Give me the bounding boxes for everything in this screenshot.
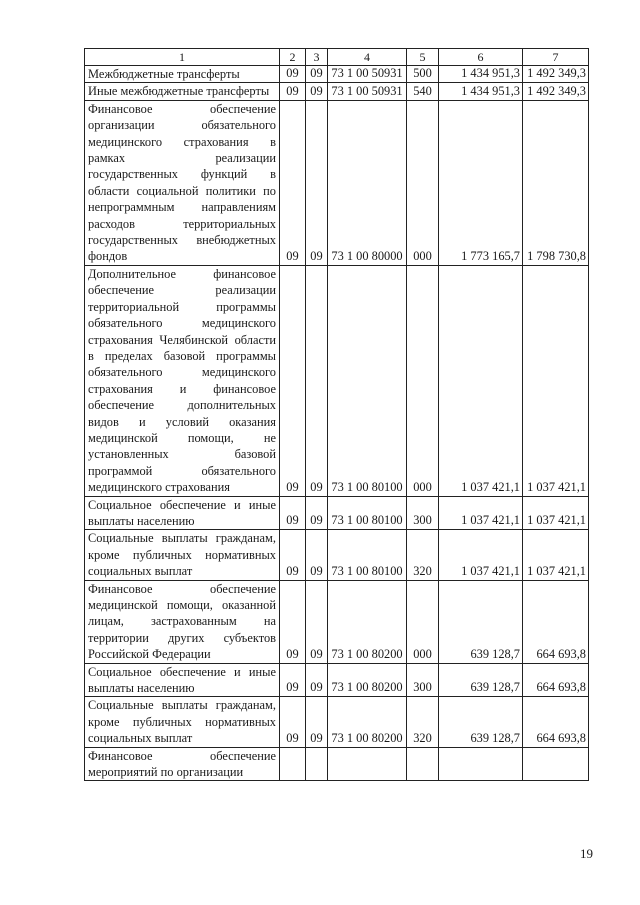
row-name: Межбюджетные трансферты [85,66,280,83]
row-subsection: 09 [306,100,328,265]
row-amount-2: 1 798 730,8 [523,100,589,265]
row-target-article: 73 1 00 50931 [328,66,407,83]
row-target-article: 73 1 00 80100 [328,265,407,496]
row-name: Дополнительное финансовое обеспечение реализации территориальной программы обязательного медицинского страхования Челябинской области в пределах базовой программы обязательного медицинского страхования и финансовое обеспечение дополнительных видов и условий оказания медицинской помощи, не установленных базовой программой обязательного медицинского страхования [85,265,280,496]
budget-table-container [84,48,589,781]
row-section: 09 [280,530,306,580]
row-subsection: 09 [306,265,328,496]
row-amount-1: 639 128,7 [439,580,523,663]
row-target-article: 73 1 00 80200 [328,580,407,663]
row-target-article: 73 1 00 80100 [328,496,407,530]
header-col-2: 2 [280,49,306,66]
row-section: 09 [280,83,306,100]
row-amount-2: 1 037 421,1 [523,496,589,530]
table-row [85,580,589,663]
row-section [280,747,306,781]
table-row [85,747,589,781]
budget-table [84,48,589,781]
row-amount-1 [439,747,523,781]
header-col-6: 6 [439,49,523,66]
row-name: Финансовое обеспечение организации обязательного медицинского страхования в рамках реализации государственных функций в области социальной политики по непрограммным направлениям расходов территориальных государственных внебюджетных фондов [85,100,280,265]
row-expense-type: 320 [407,697,439,747]
row-amount-2: 1 492 349,3 [523,83,589,100]
row-section: 09 [280,265,306,496]
row-target-article [328,747,407,781]
table-row [85,496,589,530]
row-expense-type [407,747,439,781]
row-amount-2: 664 693,8 [523,697,589,747]
row-section: 09 [280,100,306,265]
row-expense-type: 500 [407,66,439,83]
row-section: 09 [280,663,306,697]
row-target-article: 73 1 00 80200 [328,663,407,697]
table-header-row [85,49,589,66]
row-subsection: 09 [306,663,328,697]
row-name: Социальное обеспечение и иные выплаты населению [85,496,280,530]
row-section: 09 [280,496,306,530]
row-subsection [306,747,328,781]
row-name: Социальные выплаты гражданам, кроме публичных нормативных социальных выплат [85,530,280,580]
row-amount-2: 1 492 349,3 [523,66,589,83]
row-expense-type: 300 [407,663,439,697]
table-row [85,265,589,496]
row-amount-2: 664 693,8 [523,663,589,697]
row-amount-1: 1 037 421,1 [439,265,523,496]
row-expense-type: 000 [407,265,439,496]
row-amount-1: 1 037 421,1 [439,530,523,580]
row-amount-2: 664 693,8 [523,580,589,663]
row-amount-1: 1 434 951,3 [439,83,523,100]
row-amount-2: 1 037 421,1 [523,530,589,580]
row-section: 09 [280,66,306,83]
row-subsection: 09 [306,66,328,83]
row-name: Социальные выплаты гражданам, кроме публичных нормативных социальных выплат [85,697,280,747]
row-amount-1: 639 128,7 [439,697,523,747]
row-name: Финансовое обеспечение медицинской помощи, оказанной лицам, застрахованным на территории других субъектов Российской Федерации [85,580,280,663]
row-target-article: 73 1 00 80100 [328,530,407,580]
row-expense-type: 540 [407,83,439,100]
row-target-article: 73 1 00 80200 [328,697,407,747]
header-col-1: 1 [85,49,280,66]
row-name: Социальное обеспечение и иные выплаты населению [85,663,280,697]
row-expense-type: 000 [407,100,439,265]
row-target-article: 73 1 00 80000 [328,100,407,265]
row-amount-1: 1 434 951,3 [439,66,523,83]
row-amount-1: 1 773 165,7 [439,100,523,265]
row-amount-2 [523,747,589,781]
row-amount-2: 1 037 421,1 [523,265,589,496]
table-row [85,530,589,580]
row-subsection: 09 [306,580,328,663]
row-expense-type: 320 [407,530,439,580]
row-target-article: 73 1 00 50931 [328,83,407,100]
row-amount-1: 1 037 421,1 [439,496,523,530]
header-col-7: 7 [523,49,589,66]
row-amount-1: 639 128,7 [439,663,523,697]
row-name: Иные межбюджетные трансферты [85,83,280,100]
table-row [85,83,589,100]
row-name: Финансовое обеспечение мероприятий по организации [85,747,280,781]
table-row [85,100,589,265]
row-section: 09 [280,580,306,663]
row-subsection: 09 [306,697,328,747]
table-row [85,697,589,747]
row-expense-type: 000 [407,580,439,663]
table-row [85,663,589,697]
header-col-3: 3 [306,49,328,66]
row-subsection: 09 [306,83,328,100]
row-section: 09 [280,697,306,747]
page-number: 19 [580,846,593,861]
row-subsection: 09 [306,530,328,580]
header-col-5: 5 [407,49,439,66]
row-subsection: 09 [306,496,328,530]
row-expense-type: 300 [407,496,439,530]
header-col-4: 4 [328,49,407,66]
table-row [85,66,589,83]
